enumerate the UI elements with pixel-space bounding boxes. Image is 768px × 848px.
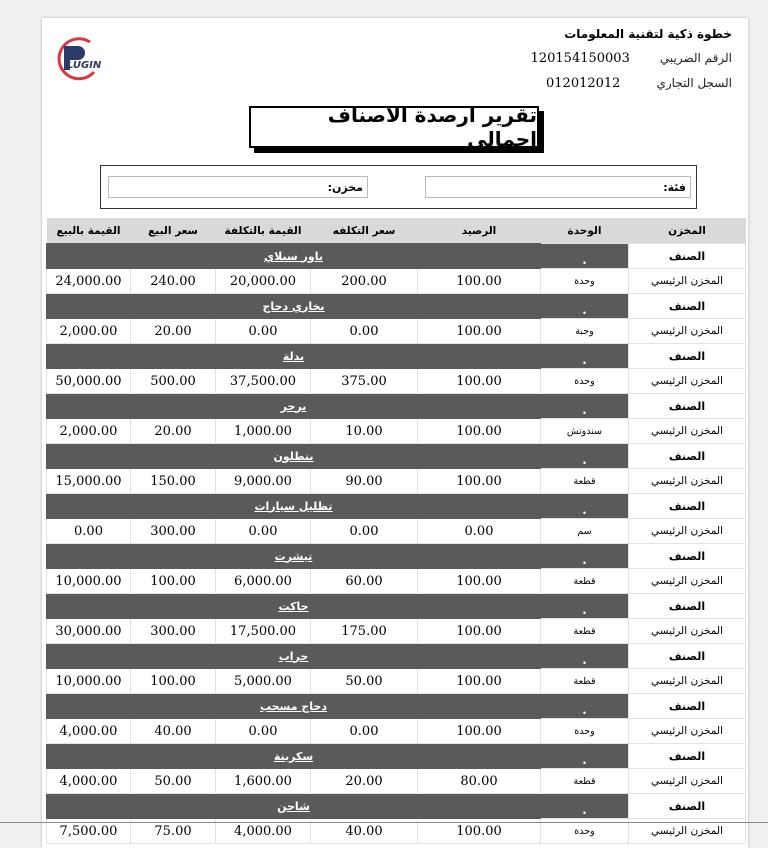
category-filter-label: فئة: (663, 181, 686, 194)
commercial-register-value: 012012012 (546, 76, 621, 91)
cell-sale-price: 100.00 (131, 669, 216, 694)
cell-unit: وحدة (541, 719, 629, 744)
cell-cost-price: 200.00 (311, 269, 418, 294)
report-page (42, 18, 748, 848)
cell-cost-price: 60.00 (311, 569, 418, 594)
cell-sale-value: 24,000.00 (47, 269, 131, 294)
cell-balance: 100.00 (418, 719, 541, 744)
cell-cost-value: 1,600.00 (216, 769, 311, 794)
tax-number-row (531, 51, 732, 66)
cell-cost-price: 175.00 (311, 619, 418, 644)
cell-cost-value: 17,500.00 (216, 619, 311, 644)
group-dot: . (541, 694, 629, 719)
table-row (47, 469, 746, 494)
item-name-link[interactable]: جراب (47, 644, 541, 669)
svg-text:LUGIN: LUGIN (67, 60, 102, 71)
cell-sale-price: 300.00 (131, 619, 216, 644)
cell-cost-value: 9,000.00 (216, 469, 311, 494)
cell-sale-price: 75.00 (131, 819, 216, 844)
cell-store: المخزن الرئيسي (629, 419, 746, 444)
item-name-link[interactable]: بنطلون (47, 444, 541, 469)
category-filter-field[interactable] (425, 176, 691, 198)
group-dot: . (541, 794, 629, 819)
cell-balance: 80.00 (418, 769, 541, 794)
cell-sale-value: 0.00 (47, 519, 131, 544)
item-group-row (47, 444, 746, 469)
cell-sale-price: 40.00 (131, 719, 216, 744)
item-group-row (47, 294, 746, 319)
group-dot: . (541, 544, 629, 569)
col-unit: الوحدة (541, 218, 629, 244)
table-row (47, 669, 746, 694)
item-group-row (47, 644, 746, 669)
cell-sale-price: 50.00 (131, 769, 216, 794)
item-name-link[interactable]: تظليل سيارات (47, 494, 541, 519)
item-label: الصنف (629, 494, 746, 519)
cell-unit: قطعة (541, 669, 629, 694)
item-name-link[interactable]: دجاج مسحب (47, 694, 541, 719)
cell-cost-value: 5,000.00 (216, 669, 311, 694)
group-dot: . (541, 444, 629, 469)
cell-cost-price: 10.00 (311, 419, 418, 444)
plugin-logo (50, 36, 106, 82)
cell-balance: 100.00 (418, 419, 541, 444)
item-group-row (47, 544, 746, 569)
cell-store: المخزن الرئيسي (629, 369, 746, 394)
cell-balance: 100.00 (418, 569, 541, 594)
cell-sale-price: 240.00 (131, 269, 216, 294)
cell-sale-value: 50,000.00 (47, 369, 131, 394)
cell-unit: وحدة (541, 369, 629, 394)
table-header-row (47, 218, 746, 244)
cell-cost-price: 0.00 (311, 519, 418, 544)
col-sale-price: سعر البيع (131, 218, 216, 244)
item-group-row (47, 394, 746, 419)
item-label: الصنف (629, 744, 746, 769)
group-dot: . (541, 594, 629, 619)
cell-sale-value: 10,000.00 (47, 569, 131, 594)
table-row (47, 519, 746, 544)
cell-balance: 100.00 (418, 469, 541, 494)
commercial-register-label: السجل التجاري (656, 76, 732, 90)
table-row (47, 419, 746, 444)
cell-unit: وحدة (541, 269, 629, 294)
cell-sale-value: 7,500.00 (47, 819, 131, 844)
cell-balance: 100.00 (418, 269, 541, 294)
cell-balance: 100.00 (418, 369, 541, 394)
item-group-row (47, 694, 746, 719)
cell-unit: سم (541, 519, 629, 544)
item-group-row (47, 244, 746, 269)
group-dot: . (541, 344, 629, 369)
cell-store: المخزن الرئيسي (629, 619, 746, 644)
cell-cost-value: 0.00 (216, 719, 311, 744)
item-label: الصنف (629, 594, 746, 619)
cell-cost-value: 37,500.00 (216, 369, 311, 394)
cell-unit: وجبة (541, 319, 629, 344)
cell-unit: قطعة (541, 469, 629, 494)
tax-number-value: 120154150003 (530, 51, 630, 66)
group-dot: . (541, 244, 629, 269)
item-name-link[interactable]: جاكت (47, 594, 541, 619)
cell-balance: 0.00 (418, 519, 541, 544)
report-title: تقرير ارصدة الاصناف اجمالي (249, 106, 539, 148)
table-row (47, 619, 746, 644)
group-dot: . (541, 294, 629, 319)
item-label: الصنف (629, 694, 746, 719)
company-name: خطوة ذكية لتقنية المعلومات (564, 27, 732, 41)
group-dot: . (541, 744, 629, 769)
cell-unit: سندوتش (541, 419, 629, 444)
cell-sale-value: 4,000.00 (47, 719, 131, 744)
col-balance: الرصيد (418, 218, 541, 244)
cell-cost-price: 50.00 (311, 669, 418, 694)
cell-sale-price: 300.00 (131, 519, 216, 544)
item-label: الصنف (629, 794, 746, 819)
group-dot: . (541, 494, 629, 519)
table-row (47, 319, 746, 344)
cell-cost-value: 4,000.00 (216, 819, 311, 844)
item-group-row (47, 744, 746, 769)
cell-unit: قطعة (541, 619, 629, 644)
cell-sale-value: 15,000.00 (47, 469, 131, 494)
item-label: الصنف (629, 244, 746, 269)
table-row (47, 369, 746, 394)
cell-sale-price: 20.00 (131, 419, 216, 444)
cell-cost-value: 1,000.00 (216, 419, 311, 444)
cell-balance: 100.00 (418, 319, 541, 344)
cell-unit: وحدة (541, 819, 629, 844)
cell-store: المخزن الرئيسي (629, 469, 746, 494)
stock-balance-table (46, 218, 746, 844)
cell-store: المخزن الرئيسي (629, 569, 746, 594)
filter-panel (100, 165, 697, 209)
cell-sale-price: 500.00 (131, 369, 216, 394)
cell-cost-value: 20,000.00 (216, 269, 311, 294)
item-group-row (47, 344, 746, 369)
cell-sale-value: 2,000.00 (47, 319, 131, 344)
item-name-link[interactable]: برجر (47, 394, 541, 419)
cell-cost-value: 0.00 (216, 519, 311, 544)
item-name-link[interactable]: شاحن (47, 794, 541, 819)
table-row (47, 569, 746, 594)
cell-sale-value: 2,000.00 (47, 419, 131, 444)
group-dot: . (541, 644, 629, 669)
cell-cost-price: 20.00 (311, 769, 418, 794)
cell-cost-value: 6,000.00 (216, 569, 311, 594)
table-row (47, 769, 746, 794)
item-label: الصنف (629, 344, 746, 369)
item-label: الصنف (629, 544, 746, 569)
cell-store: المخزن الرئيسي (629, 269, 746, 294)
tax-number-label: الرقم الضريبي (659, 51, 732, 65)
commercial-register-row (546, 76, 732, 91)
cell-cost-value: 0.00 (216, 319, 311, 344)
cell-balance: 100.00 (418, 819, 541, 844)
item-name-link[interactable]: بدلة (47, 344, 541, 369)
cell-cost-price: 375.00 (311, 369, 418, 394)
cell-sale-price: 20.00 (131, 319, 216, 344)
col-cost-value: القيمة بالتكلفة (216, 218, 311, 244)
item-group-row (47, 494, 746, 519)
item-group-row (47, 594, 746, 619)
col-sale-value: القيمة بالبيع (47, 218, 131, 244)
item-name-link[interactable]: بخاري دجاج (47, 294, 541, 319)
cell-store: المخزن الرئيسي (629, 769, 746, 794)
item-label: الصنف (629, 644, 746, 669)
item-name-link[interactable]: باور سبلاي (47, 244, 541, 269)
item-name-link[interactable]: تيشرت (47, 544, 541, 569)
item-name-link[interactable]: سكرينة (47, 744, 541, 769)
item-label: الصنف (629, 444, 746, 469)
cell-sale-value: 10,000.00 (47, 669, 131, 694)
table-row (47, 269, 746, 294)
cell-sale-value: 4,000.00 (47, 769, 131, 794)
item-label: الصنف (629, 294, 746, 319)
cell-cost-price: 90.00 (311, 469, 418, 494)
cell-sale-price: 100.00 (131, 569, 216, 594)
cell-store: المخزن الرئيسي (629, 719, 746, 744)
col-cost-price: سعر التكلفه (311, 218, 418, 244)
cell-unit: قطعة (541, 569, 629, 594)
cell-balance: 100.00 (418, 619, 541, 644)
store-filter-field[interactable] (108, 176, 368, 198)
cell-cost-price: 0.00 (311, 319, 418, 344)
cell-store: المخزن الرئيسي (629, 669, 746, 694)
cell-store: المخزن الرئيسي (629, 819, 746, 844)
item-group-row (47, 794, 746, 819)
cell-cost-price: 40.00 (311, 819, 418, 844)
page-break-line (0, 822, 768, 823)
col-store: المخزن (629, 218, 746, 244)
cell-cost-price: 0.00 (311, 719, 418, 744)
cell-unit: قطعة (541, 769, 629, 794)
store-filter-label: مخزن: (327, 181, 363, 194)
cell-balance: 100.00 (418, 669, 541, 694)
item-label: الصنف (629, 394, 746, 419)
cell-store: المخزن الرئيسي (629, 519, 746, 544)
table-row (47, 719, 746, 744)
cell-sale-price: 150.00 (131, 469, 216, 494)
cell-store: المخزن الرئيسي (629, 319, 746, 344)
group-dot: . (541, 394, 629, 419)
cell-sale-value: 30,000.00 (47, 619, 131, 644)
